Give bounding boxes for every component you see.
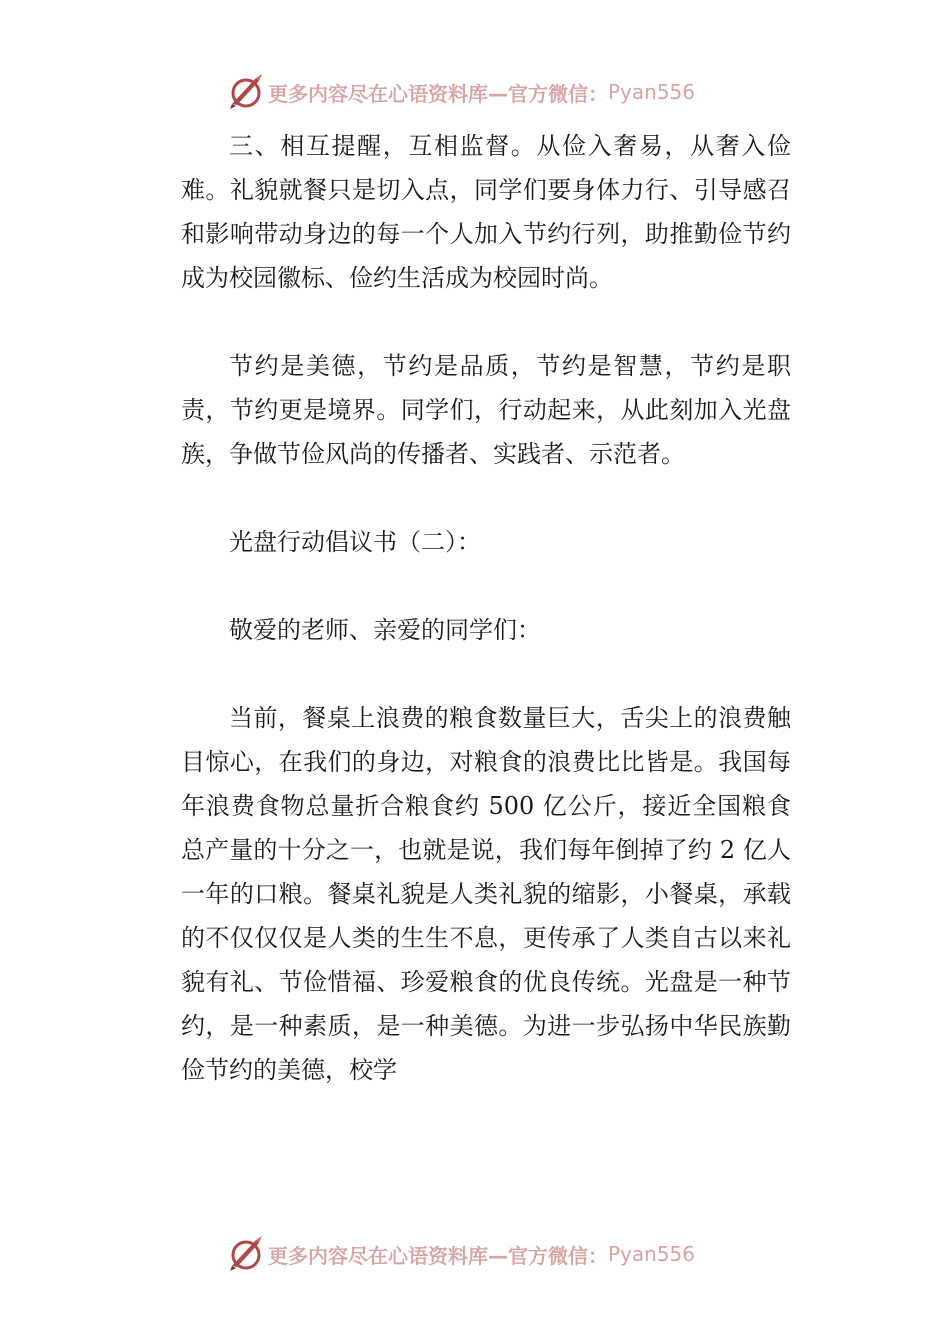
banner-brand: Pyan556 — [608, 80, 696, 104]
paragraph-food-waste: 当前，餐桌上浪费的粮食数量巨大，舌尖上的浪费触目惊心，在我们的身边，对粮食的浪费比比皆是。我国每年浪费食物总量折合粮食约 500 亿公斤，接近全国粮食总产量的十分之一，也就是说，我们每年倒掉了约 2 亿人一年的口粮。餐桌礼貌是人类礼貌的缩影，小餐桌，承载的不仅仅仅是人类的生生不息，更传承了人类自古以来礼貌有礼、节俭惜福、珍爱粮食的优良传统。光盘是一种节约，是一种素质，是一种美德。为进一步弘扬中华民族勤俭节约的美德，校学 — [181, 704, 791, 1084]
quill-pen-logo-icon — [226, 72, 266, 112]
paragraph-mutual-reminder: 三、相互提醒，互相监督。从俭入奢易，从奢入俭难。礼貌就餐只是切入点，同学们要身体力行、引导感召和影响带动身边的每一个人加入节约行列，助推勤俭节约成为校园徽标、俭约生活成为校园时尚。 — [181, 132, 791, 292]
header-banner — [0, 72, 950, 112]
footer-banner — [0, 1234, 950, 1274]
paragraph-thrift-virtue: 节约是美德，节约是品质，节约是智慧，节约是职责，节约更是境界。同学们，行动起来，从此刻加入光盘族，争做节俭风尚的传播者、实践者、示范者。 — [181, 352, 791, 468]
quill-pen-logo-icon — [226, 1234, 266, 1274]
salutation: 敬爱的老师、亲爱的同学们： — [229, 616, 541, 644]
section-title: 光盘行动倡议书（二）： — [229, 528, 481, 556]
banner-text: 更多内容尽在心语资料库—官方微信： — [268, 1243, 608, 1268]
document-body — [181, 124, 791, 1092]
banner-text: 更多内容尽在心语资料库—官方微信： — [268, 81, 608, 106]
banner-brand: Pyan556 — [608, 1242, 696, 1266]
